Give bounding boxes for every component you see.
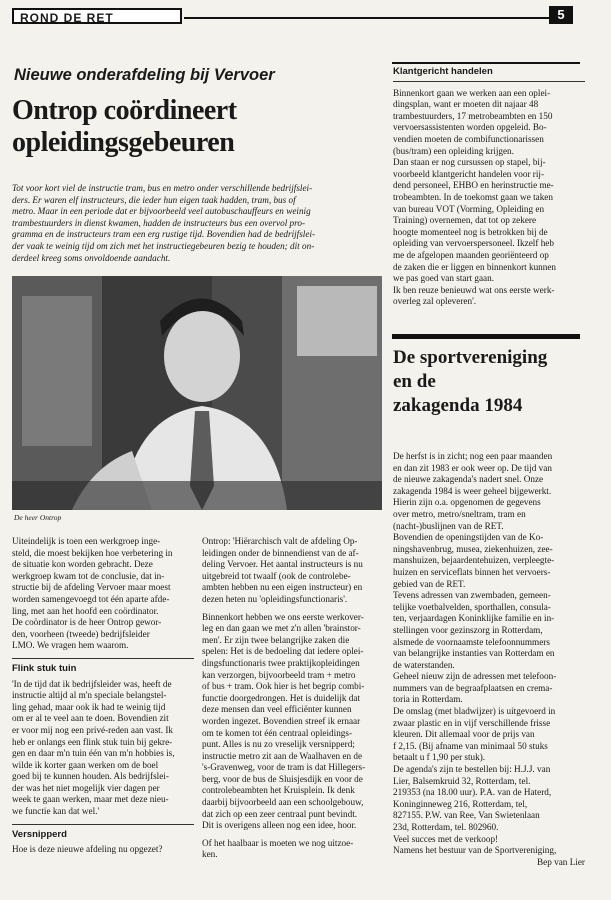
paragraph: De herfst is in zicht; nog een paar maanden en dan zit 1983 er ook weer op. De tijd van de nieuwe zakagenda's nadert snel. Onze zakagenda 1984 is weer geheel bijgewerkt. Hierin zijn o.a. opgenomen de gegevens over metro, metro/sneltram, tram en (nacht-)buslijnen van de RET. Bovendien de openingstijden van de Ko- ningshavenbrug, musea, ziekenhuizen, zee- manshuizen, bejaardentehuizen, verpleegte- huizen en serviceflats binnen het vervoers- gebied van de RET. Tevens adressen van zwembaden, gemeen- telijke voetbalvelden, sporthallen, consula- ten, verjaardagen Koninklijke familie en in- stellingen voor gezinszorg in Rotterdam, alsmede de voornaamste telefoonnummers van belangrijke instanties van Rotterdam en de waterstanden. Geheel nieuw zijn de adressen met telefoon- nummers van de begraafplaatsen en crema- toria in Rotterdam. De omslag (met bladwijzer) is uitgevoerd in zwaar plastic en in vijf verschillende frisse kleuren. Dit allemaal voor de prijs van f 2,15. (Bij afname van minimaal 50 stuks betaalt u f 1,90 per stuk). De agenda's zijn te bestellen bij: H.J.J. van Lier, Balsemkruid 32, Rotterdam, tel. 219353 (na 18.00 uur). P.A. van de Haterd, Koninginneweg 216, Rotterdam, tel, 827155. P.W. van Ree, Van Swietenlaan 23d, Rotterdam, tel. 802960. Veel succes met de verkoop! Namens het bestuur van de Sportvereniging,	[393, 451, 557, 856]
portrait-photo	[12, 276, 382, 510]
paragraph: Ontrop: 'Hiërarchisch valt de afdeling Op- leidingen onder de binnendienst van de af- deling Vervoer. Het aantal instructeurs is nu uitgebreid tot twaalf (ook de controlebe- ambten hebben nu een eigen instructeur) en dezen heten nu 'opleidingsfunctionaris'.	[202, 536, 363, 604]
paragraph: Binnenkort gaan we werken aan een oplei- dingsplan, want er moeten dit najaar 48 trambestuurders, 17 metrobeambten en 150 vervoersassistenten worden opgeleid. Bo- vendien moeten de combifunctionarissen (bus/tram) een opleiding krijgen.	[393, 87, 553, 156]
paragraph: Ik ben reuze benieuwd wat ons eerste werk- overleg zal opleveren'.	[393, 284, 555, 307]
klant-column	[393, 66, 585, 314]
sport-headline: De sportvereniging en de zakagenda 1984	[393, 347, 548, 416]
page-number: 5	[549, 6, 573, 24]
section-rule	[392, 334, 580, 339]
paragraph: Binnenkort hebben we ons eerste werkover- leg en dan gaan we met z'n allen 'brainstor- men'. Er zijn twee belangrijke zaken die spelen: Het is de bedoeling dat iedere oplei- dingsfunctionaris twee praktijkopleidingen kan verzorgen, bijvoorbeeld tram + metro of bus + tram. Ook hier is het begrip combi- functie doorgedrongen. Het is duidelijk dat deze mensen dan veel efficiënter kunnen worden ingezet. Bovendien streef ik ernaar om te komen tot één centraal opleidings- punt. Alles is nu zo vreselijk versnipperd; instructie metro zit aan de Waalhaven en de 's-Gravenweg, voor de tram is dat Hillegers- berg, voor de bus de Sluisjesdijk en voor de controlebeambten het Kruisplein. Ik denk daarbij bijvoorbeeld aan een schoolgebouw, dat zich op een zeer centraal punt bevindt. Dit is overigens alleen nog een idee, hoor.	[202, 611, 366, 831]
article-column-2	[202, 536, 386, 867]
header-rule	[184, 17, 549, 19]
subheading: Versnipperd	[12, 824, 194, 841]
article-kicker: Nieuwe onderafdeling bij Vervoer	[14, 66, 275, 84]
signature: Bep van Lier	[537, 856, 585, 867]
section-label: ROND DE RET	[12, 8, 182, 24]
paragraph: Dan staan er nog cursussen op stapel, bij- voorbeeld klantgericht handelen voor rij- dend personeel, EHBO en herinstructie me- trobeambten. In de toekomst gaan we taken van bureau VOT (Vorming, Opleiding en Training) overnemen, dat tot op zekere hoogte momenteel nog is betrokken bij de opleiding van vervoerspersoneel. Ikzelf heb me de afgelopen maanden georiënteerd op de zaken die er liggen en binnenkort kunnen we pas goed van start gaan.	[393, 157, 557, 284]
article-headline: Ontrop coördineert opleidingsgebeuren	[12, 95, 237, 158]
paragraph: Uiteindelijk is toen een werkgroep inge- steld, die moest bekijken hoe verbetering in de situatie kon worden gebracht. Deze werkgroep kwam tot de conclusie, dat in- structie bij de afdeling Vervoer maar moest worden samengevoegd tot één aparte afde- ling, met aan het hoofd een coördinator. De coördinator is de heer Ontrop gewor- den, voorheen (tweede) bedrijfsleider LMO. We vragen hem waarom.	[12, 536, 173, 651]
portrait-illustration	[12, 276, 382, 510]
subheading: Klantgericht handelen	[393, 66, 585, 82]
photo-caption: De heer Ontrop	[14, 513, 62, 522]
column-rule	[392, 62, 580, 64]
subheading: Flink stuk tuin	[12, 658, 194, 675]
article-intro: Tot voor kort viel de instructie tram, bus en metro onder verschillende bedrijfslei- ders. Er waren elf instructeurs, die ieder hun eigen taak hadden, tram, bus of metro. Maar in een periode dat er bijvoorbeeld veel autobuschauffeurs en weinig trambestuurders in dienst kwamen, hadden de instructeurs bus een overvol pro- gramma en de instructeurs tram een erg rustige tijd. Bovendien had de bedrijfslei- der vaak te weinig tijd om zich met het instructiegebeuren bezig te houden; dit on- derdeel kreeg soms onvoldoende aandacht.	[12, 183, 316, 263]
article-column-1	[12, 536, 194, 862]
paragraph: Hoe is deze nieuwe afdeling nu opgezet?	[12, 844, 163, 855]
paragraph: Of het haalbaar is moeten we nog uitzoe- ken.	[202, 837, 354, 860]
paragraph: 'In de tijd dat ik bedrijfsleider was, heeft de instructie altijd al m'n speciale belangstel- ling gehad, maar ook ik had te weinig tijd om er al te veel aan te doen. Bovendien zit er voor mij nog een privé-reden aan vast. Ik heb er onlangs een flink stuk tuin bij gekre- gen en daar m'n tuin één van m'n hobbies is, wilde ik korter gaan werken om de boel goed bij te kunnen houden. Als bedrijfslei- der was het niet mogelijk vier dagen per week te gaan werken, maar met deze nieu- we functie kan dat wel.'	[12, 678, 175, 817]
sport-column	[393, 451, 585, 868]
page-header	[8, 6, 603, 26]
